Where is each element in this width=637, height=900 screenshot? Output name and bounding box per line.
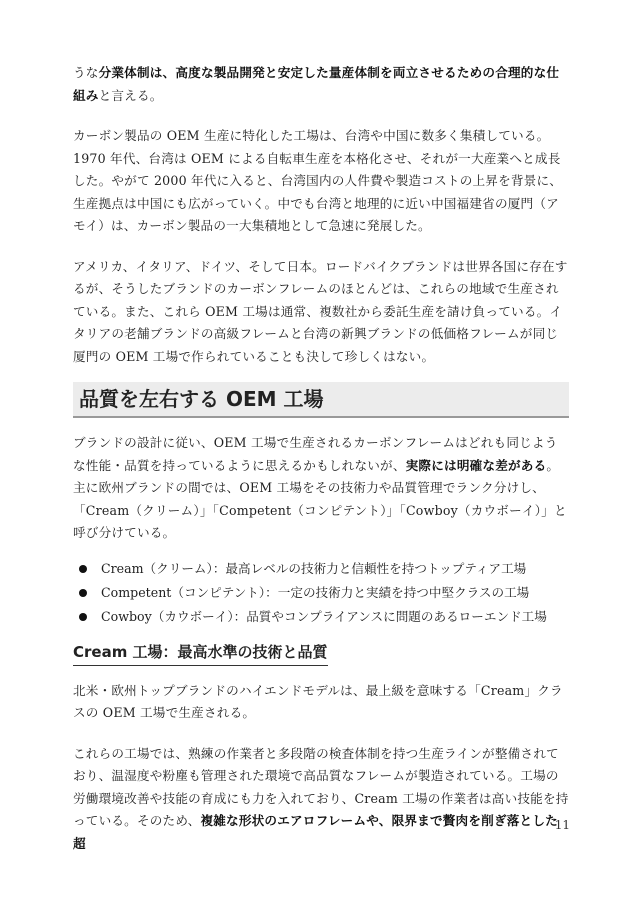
paragraph-7-emphasis: 複雑な形状のエアロフレームや、限界まで贅肉を削ぎ落とした超 xyxy=(73,813,558,851)
paragraph-4 xyxy=(73,432,569,477)
subheading: Cream 工場：最高水準の技術と品質 xyxy=(73,641,328,666)
paragraph-1-lead: うな xyxy=(73,65,99,80)
list-item-text: Cowboy（カウボーイ）：品質やコンプライアンスに問題のあるローエンド工場 xyxy=(101,608,547,624)
list-item-text: Cream（クリーム）：最高レベルの技術力と信頼性を持つトップティア工場 xyxy=(101,560,527,576)
factory-rank-list xyxy=(73,557,569,629)
list-item xyxy=(73,557,569,581)
paragraph-4-emphasis: 実際には明確な差がある xyxy=(405,457,547,473)
paragraph-4-lead: ブランドの設計に従い、OEM 工場で生産されるカーボンフレームはどれも同じような性能・品質を持っているように思えるかもしれないが、 xyxy=(73,435,558,473)
bullet-icon xyxy=(79,613,87,621)
paragraph-2: カーボン製品の OEM 生産に特化した工場は、台湾や中国に数多く集積している。1970 年代、台湾は OEM による自転車生産を本格化させ、それが一大産業へと成長した。やがて 2000 年代に入ると、台湾国内の人件費や製造コストの上昇を背景に、生産拠点は中国にも広がっていく。中でも台湾と地理的に近い中国福建省の厦門（アモイ）は、カーボン製品の一大集積地として急速に発展した。 xyxy=(73,128,563,233)
paragraph-5: 主に欧州ブランドの間では、OEM 工場をその技術力や品質管理でランク分けし、「Cream（クリーム）」「Competent（コンピテント）」「Cowboy（カウボーイ）」と呼び分けている。 xyxy=(73,480,567,540)
bullet-icon xyxy=(79,589,87,597)
paragraph-1-emphasis: 分業体制は、高度な製品開発と安定した量産体制を両立させるための合理的な仕組み xyxy=(73,65,560,103)
paragraph-1 xyxy=(73,62,569,107)
paragraph-7-lead: これらの工場では、熟練の作業者と多段階の検査体制を持つ生産ラインが整備されており、温湿度や粉塵も管理された環境で高品質なフレームが製造されている。工場の労働環境改善や技能の育成にも力を入れており、Cream 工場の作業者は高い技能を持っている。そのため、 xyxy=(73,745,569,828)
paragraph-7 xyxy=(73,743,569,856)
page-number: 11 xyxy=(554,818,570,832)
paragraph-4-tail: 。 xyxy=(546,457,560,473)
paragraph-1-tail: と言える。 xyxy=(98,87,163,103)
list-item xyxy=(73,581,569,605)
list-item-text: Competent（コンピテント）：一定の技術力と実績を持つ中堅クラスの工場 xyxy=(101,584,530,600)
list-item xyxy=(73,605,569,629)
paragraph-6: 北米・欧州トップブランドのハイエンドモデルは、最上級を意味する「Cream」クラスの OEM 工場で生産される。 xyxy=(73,682,563,720)
section-heading: 品質を左右する OEM 工場 xyxy=(73,382,569,418)
bullet-icon xyxy=(79,565,87,573)
paragraph-3: アメリカ、イタリア、ドイツ、そして日本。ロードバイクブランドは世界各国に存在するが、そうしたブランドのカーボンフレームのほとんどは、これらの地域で生産されている。また、これら OEM 工場は通常、複数社から委託生産を請け負っている。イタリアの老舗ブランドの高級フレームと台湾の新興ブランドの低価格フレームが同じ厦門の OEM 工場で作られていることも決して珍しくはない。 xyxy=(73,258,568,364)
page-content xyxy=(73,62,569,855)
